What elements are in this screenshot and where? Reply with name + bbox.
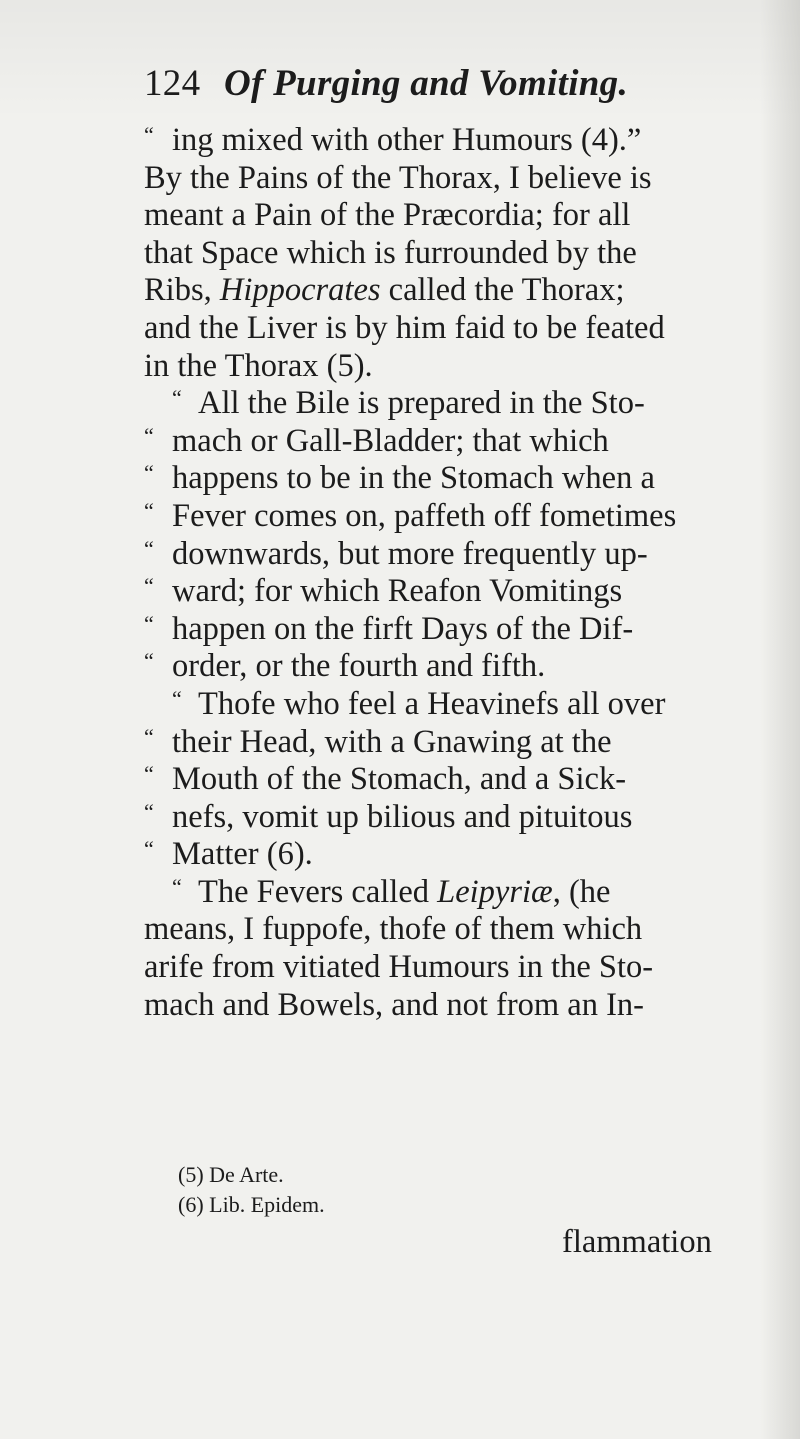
quote-mark: “ bbox=[144, 573, 154, 599]
body-text bbox=[144, 122, 784, 1024]
text-line: meant a Pain of the Præcordia; for all bbox=[144, 197, 631, 234]
quote-mark: “ bbox=[172, 385, 182, 411]
text-line: By the Pains of the Thorax, I believe is bbox=[144, 159, 652, 196]
text-line: “ Fever comes on, paffeth off fometimes bbox=[144, 497, 677, 534]
text-line: “ downwards, but more frequently up- bbox=[144, 535, 648, 572]
catchword: flammation bbox=[562, 1224, 712, 1260]
quote-mark: “ bbox=[144, 798, 154, 824]
footnote: (5) De Arte. bbox=[178, 1162, 284, 1187]
text-line: “ ward; for which Reafon Vomitings bbox=[144, 573, 623, 610]
quote-mark: “ bbox=[144, 761, 154, 787]
quote-mark: “ bbox=[144, 836, 154, 862]
text-line: “ happen on the firft Days of the Dif- bbox=[144, 610, 634, 647]
page-header bbox=[144, 62, 628, 105]
quote-mark: “ bbox=[144, 122, 154, 147]
text-line: that Space which is furrounded by the bbox=[144, 234, 637, 271]
text-line: “ mach or Gall-Bladder; that which bbox=[144, 422, 609, 459]
text-line: “ Matter (6). bbox=[144, 836, 313, 873]
text-line: “ Thofe who feel a Heavinefs all over bbox=[172, 685, 666, 722]
page-number: 124 bbox=[144, 63, 201, 104]
text-line: “ nefs, vomit up bilious and pituitous bbox=[144, 798, 633, 835]
text-line: arife from vitiated Humours in the Sto- bbox=[144, 949, 654, 986]
quote-mark: “ bbox=[172, 685, 182, 711]
text-line: “ happens to be in the Stomach when a bbox=[144, 460, 655, 497]
quote-mark: “ bbox=[144, 535, 154, 561]
footnote: (6) Lib. Epidem. bbox=[178, 1192, 325, 1217]
text-line: and the Liver is by him faid to be feated bbox=[144, 309, 665, 346]
italic-name: Hippocrates bbox=[219, 272, 381, 309]
text-line: mach and Bowels, and not from an In- bbox=[144, 986, 645, 1023]
footnotes bbox=[178, 1160, 325, 1220]
quote-mark: “ bbox=[172, 873, 182, 899]
quote-mark: “ bbox=[144, 610, 154, 636]
text-line: “ All the Bile is prepared in the Sto- bbox=[172, 385, 645, 422]
text-line: “ ing mixed with other Humours (4).” bbox=[144, 122, 642, 158]
quote-mark: “ bbox=[144, 648, 154, 674]
text-line: Ribs, Hippocrates called the Thorax; bbox=[144, 272, 625, 309]
quote-mark: “ bbox=[144, 497, 154, 523]
quote-mark: “ bbox=[144, 723, 154, 749]
italic-term: Leipyriæ bbox=[437, 873, 553, 910]
quote-mark: “ bbox=[144, 460, 154, 486]
text-line: “ their Head, with a Gnawing at the bbox=[144, 723, 612, 760]
text-line: means, I fuppofe, thofe of them which bbox=[144, 911, 643, 948]
text-line: “ The Fevers called Leipyriæ, (he bbox=[172, 873, 611, 910]
text-line: “ Mouth of the Stomach, and a Sick- bbox=[144, 761, 627, 798]
quote-mark: “ bbox=[144, 422, 154, 448]
running-title: Of Purging and Vomiting. bbox=[223, 63, 628, 104]
text-line: in the Thorax (5). bbox=[144, 347, 373, 384]
text-line: “ order, or the fourth and fifth. bbox=[144, 648, 546, 685]
